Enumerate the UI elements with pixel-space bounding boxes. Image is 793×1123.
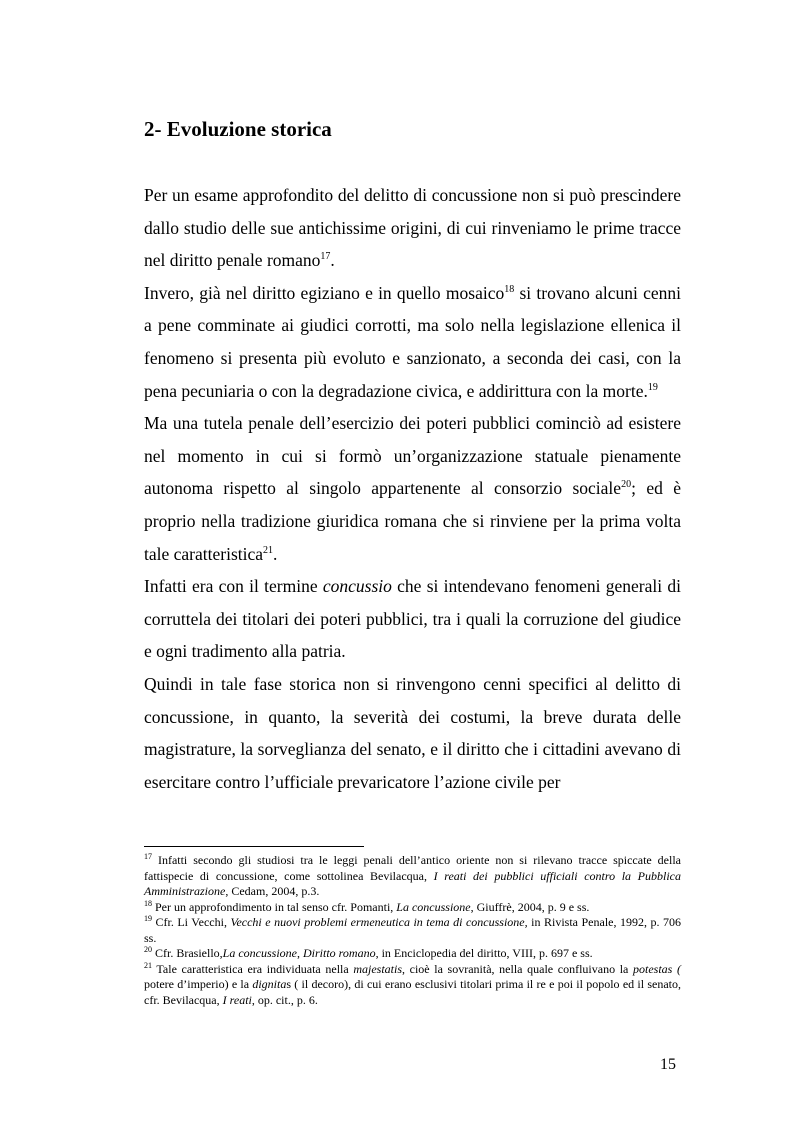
footnote-21: $^{21}$ Tale caratteristica era individuata nella majestatis, cioè la sovranità, nella quale confluivano la potestas ( potere d’imperio) e la dignitas ( il decoro), di cui erano esclusivi titolari prima il re e poi il popolo ed il senato, cfr. Bevilacqua, I reati, op. cit., p. 6. xyxy=(144,960,681,1007)
footnote-ref-20[interactable]: 20 xyxy=(621,479,632,491)
footnote-17: $^{17}$ Infatti secondo gli studiosi tra le leggi penali dell’antico oriente non si rilevano tracce spiccate della fattispecie di concussione, come sottolinea Bevilacqua, I reati dei pubblici ufficiali contro la Pubblica Amministrazione, Cedam, 2004, p.3. xyxy=(144,852,681,898)
footnotes xyxy=(144,853,681,1008)
footnote-20: $^{20}$ Cfr. Brasiello,La concussione, Diritto romano, in Enciclopedia del diritto, VIII, p. 697 e ss. xyxy=(144,945,593,960)
footnote-ref-21[interactable]: 21 xyxy=(263,544,274,556)
paragraph-1: Per un esame approfondito del delitto di concussione non si può prescindere dallo studio delle sue antichissime origini, di cui rinveniamo le prime tracce nel diritto penale romano$^{17}$. xyxy=(144,185,681,271)
body-text xyxy=(144,179,681,798)
page-number: 15 xyxy=(660,1056,676,1073)
italic-term: concussio xyxy=(322,576,392,597)
footnote-19: $^{19}$ Cfr. Li Vecchi, Vecchi e nuovi problemi ermeneutica in tema di concussione, in Rivista Penale, 1992, p. 706 ss. xyxy=(144,914,681,945)
paragraph-4: Infatti era con il termine concussio che si intendevano fenomeni generali di corruttela dei titolari dei poteri pubblici, tra i quali la corruzione del giudice e ogni tradimento alla patria. xyxy=(144,576,682,662)
footnote-18: $^{18}$ Per un approfondimento in tal senso cfr. Pomanti, La concussione, Giuffrè, 2004, p. 9 e ss. xyxy=(144,898,590,914)
footnote-ref-19[interactable]: 19 xyxy=(647,381,658,393)
paragraph-5: Quindi in tale fase storica non si rinvengono cenni specifici al delitto di concussione, in quanto, la severità dei costumi, la breve durata delle magistrature, la sorveglianza del senato, e il diritto che i cittadini avevano di esercitare contro l’ufficiale prevaricatore l’azione civile per xyxy=(144,673,681,792)
section-title: 2- Evoluzione storica xyxy=(144,117,332,141)
paragraph-3: Ma una tutela penale dell’esercizio dei poteri pubblici cominciò ad esistere nel momento in cui si formò un’organizzazione statuale pienamente autonoma rispetto al singolo appartenente al consorzio sociale$^{20}$; ed è proprio nella tradizione giuridica romana che si rinviene per la prima volta tale caratteristica$^{21}$. xyxy=(144,413,681,564)
footnote-ref-17[interactable]: 17 xyxy=(320,251,331,263)
footnote-separator xyxy=(144,846,364,847)
paragraph-2: Invero, già nel diritto egiziano e in quello mosaico$^{18}$ si trovano alcuni cenni a pene comminate ai giudici corrotti, ma solo nella legislazione ellenica il fenomeno si presenta più evoluto e sanzionato, a seconda dei casi, con la pena pecuniaria o con la degradazione civica, e addirittura con la morte.$^{19}$ xyxy=(144,282,681,401)
footnote-ref-18[interactable]: 18 xyxy=(504,283,515,295)
